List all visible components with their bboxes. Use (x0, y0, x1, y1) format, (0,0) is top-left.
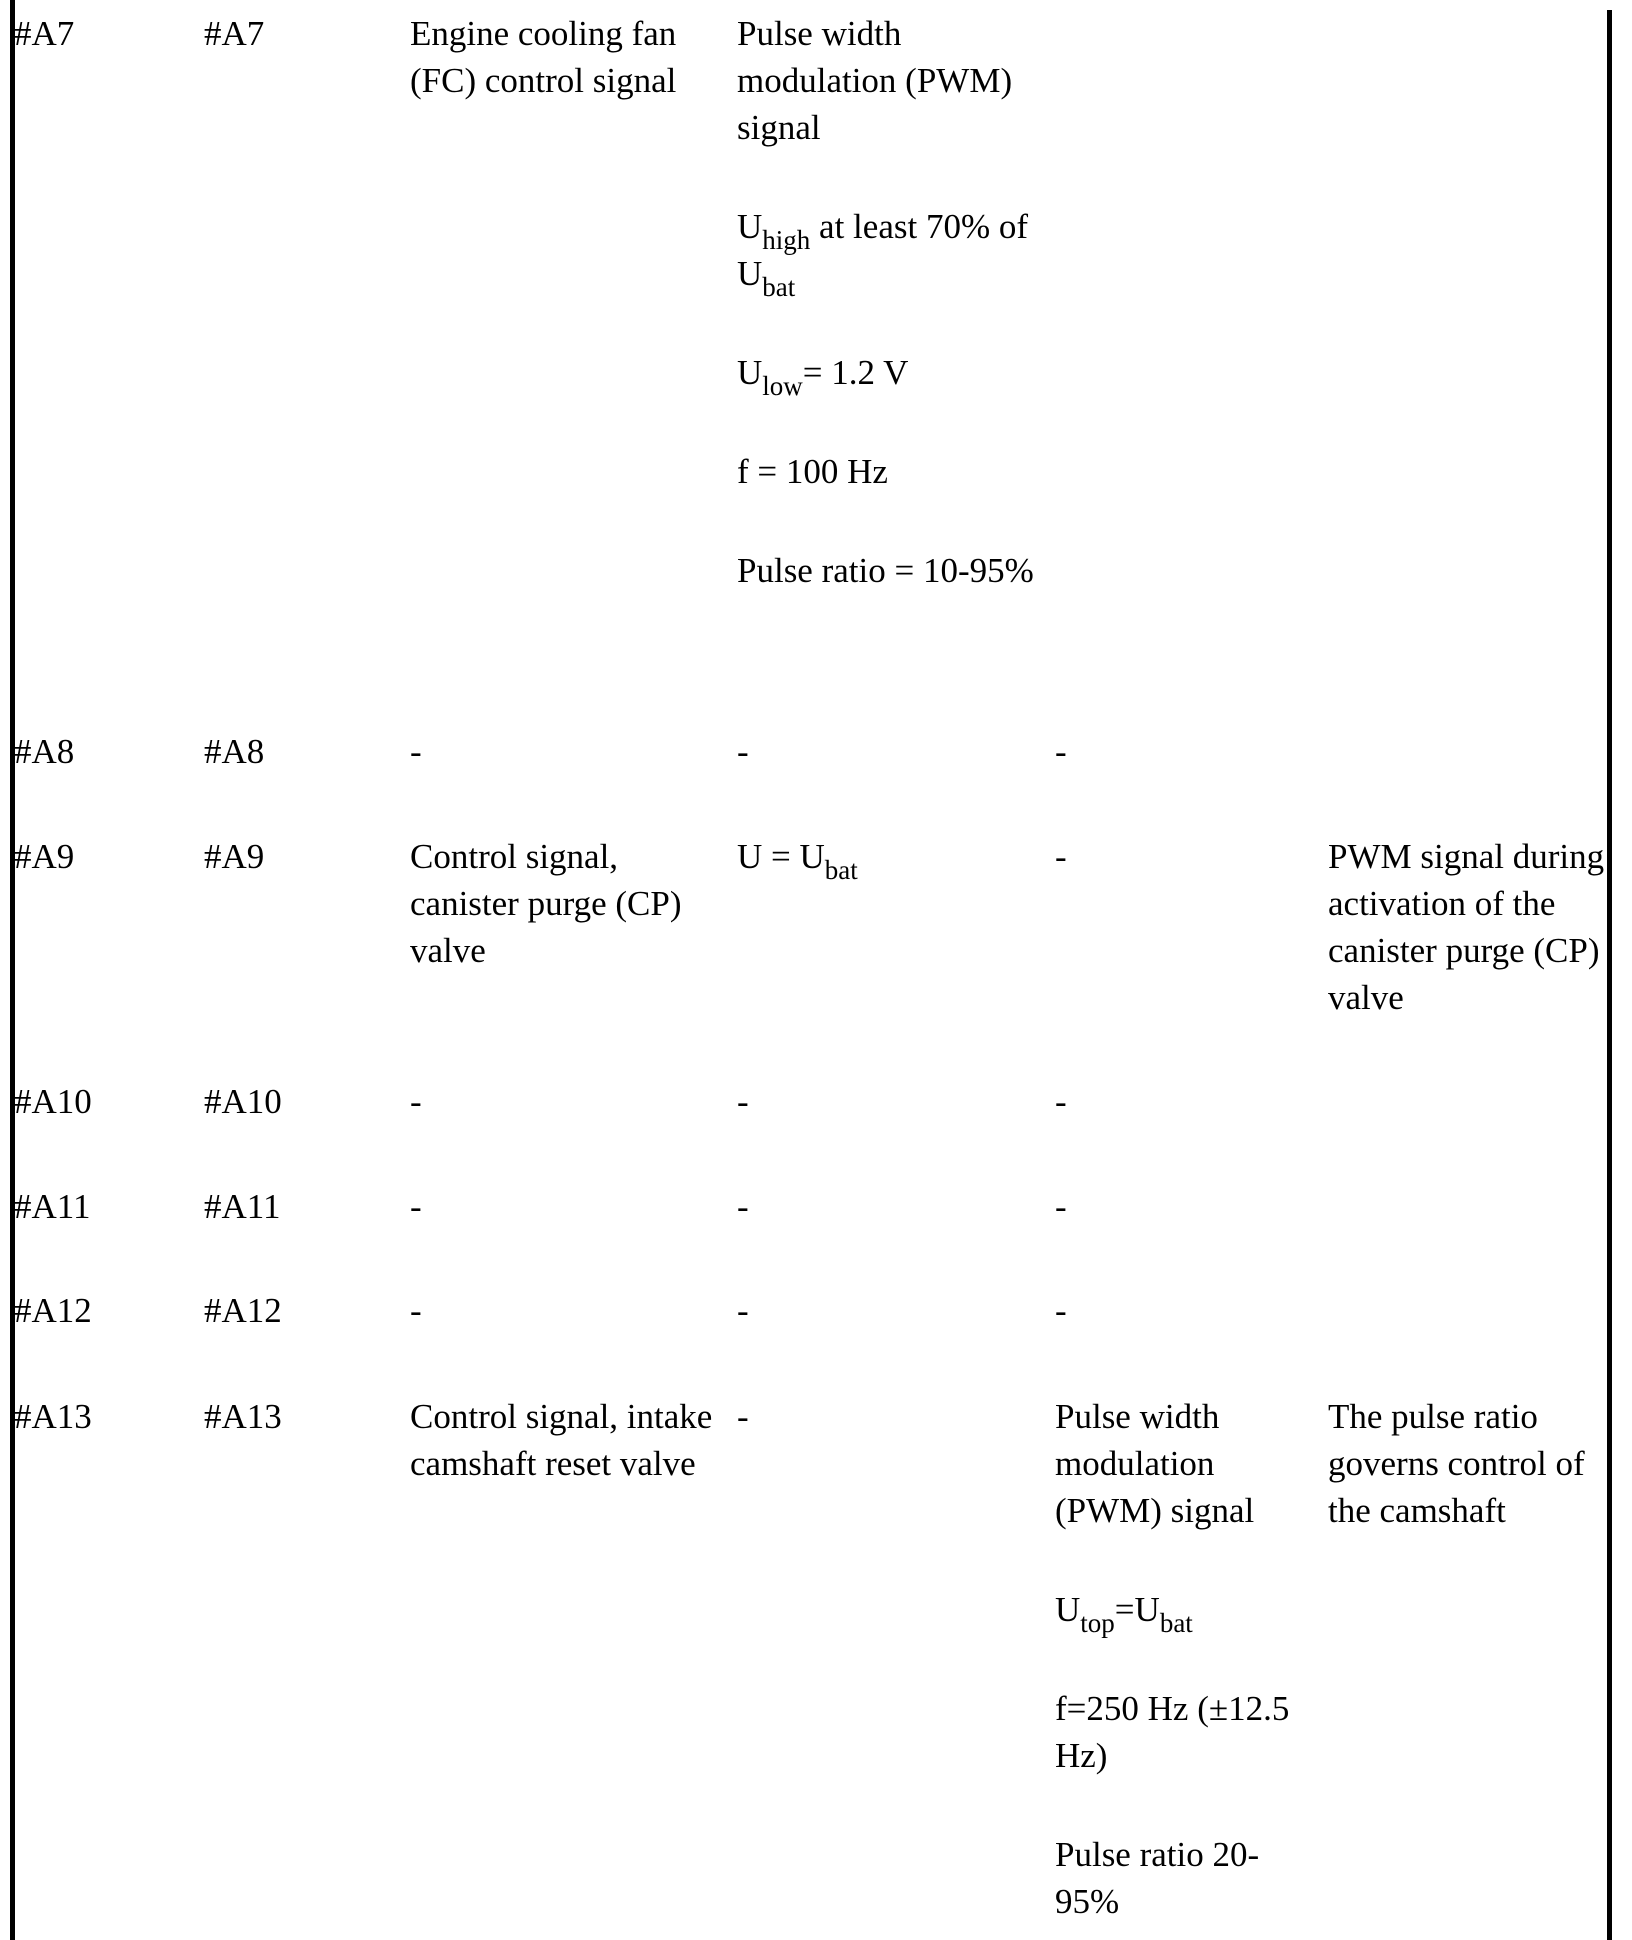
description-cell: Control signal, canister purge (CP) valve (410, 837, 682, 970)
signal-cell: - (737, 1082, 749, 1121)
signal-cell-2: - (1055, 732, 1067, 771)
voltage-low-text: $U_{low}= 1.2$ V (737, 353, 909, 401)
pin-cell: #A7 (204, 14, 265, 53)
pin-cell: #A13 (204, 1397, 282, 1436)
pin-cell: #A8 (14, 732, 75, 771)
description-cell: - (410, 1291, 422, 1330)
pin-cell: #A7 (14, 14, 75, 53)
signal-cell-2 (1055, 1393, 1315, 1925)
signal-cell-2: - (1055, 1082, 1067, 1121)
description-cell: Engine cooling fan (FC) control signal (410, 14, 677, 100)
signal-cell: - (737, 1187, 749, 1226)
pin-cell: #A9 (14, 837, 75, 876)
signal-cell-2: - (1055, 1187, 1067, 1226)
pin-cell: #A8 (204, 732, 265, 771)
pin-cell: #A10 (14, 1082, 92, 1121)
description-cell: - (410, 732, 422, 771)
signal-cell (737, 10, 1057, 594)
pulse-ratio-text: Pulse ratio = 10-95% (737, 551, 1034, 590)
pulse-ratio-text: Pulse ratio 20-95% (1055, 1835, 1260, 1921)
voltage-high-text: $U_{high}$ at least 70% of $U_{bat}$ (737, 207, 1029, 302)
pin-cell: #A11 (14, 1187, 91, 1226)
signal-cell: - (737, 732, 749, 771)
pin-cell: #A9 (204, 837, 265, 876)
remark-cell: PWM signal during activation of the canister purge (CP) valve (1328, 837, 1605, 1017)
remark-cell: The pulse ratio governs control of the camshaft (1328, 1397, 1585, 1530)
pin-cell: #A13 (14, 1397, 92, 1436)
signal-type-text: Pulse width modulation (PWM) signal (737, 14, 1013, 147)
pin-cell: #A12 (204, 1291, 282, 1330)
signal-cell: - (737, 1291, 749, 1330)
pin-cell: #A10 (204, 1082, 282, 1121)
signal-cell: - (737, 1397, 749, 1436)
pin-cell: #A11 (204, 1187, 281, 1226)
table-left-border (10, 0, 15, 1940)
description-cell: Control signal, intake camshaft reset valve (410, 1397, 713, 1483)
signal-cell: $U = U_{bat}$ (737, 837, 858, 885)
description-cell: - (410, 1187, 422, 1226)
description-cell: - (410, 1082, 422, 1121)
voltage-top-text: $U_{top}=U_{bat}$ (1055, 1590, 1193, 1638)
signal-cell-2: - (1055, 837, 1067, 876)
signal-cell-2: - (1055, 1291, 1067, 1330)
signal-type-text: Pulse width modulation (PWM) signal (1055, 1397, 1255, 1530)
frequency-text: f=250 Hz (±12.5 Hz) (1055, 1689, 1290, 1775)
pin-cell: #A12 (14, 1291, 92, 1330)
frequency-text: f = 100 Hz (737, 452, 888, 491)
